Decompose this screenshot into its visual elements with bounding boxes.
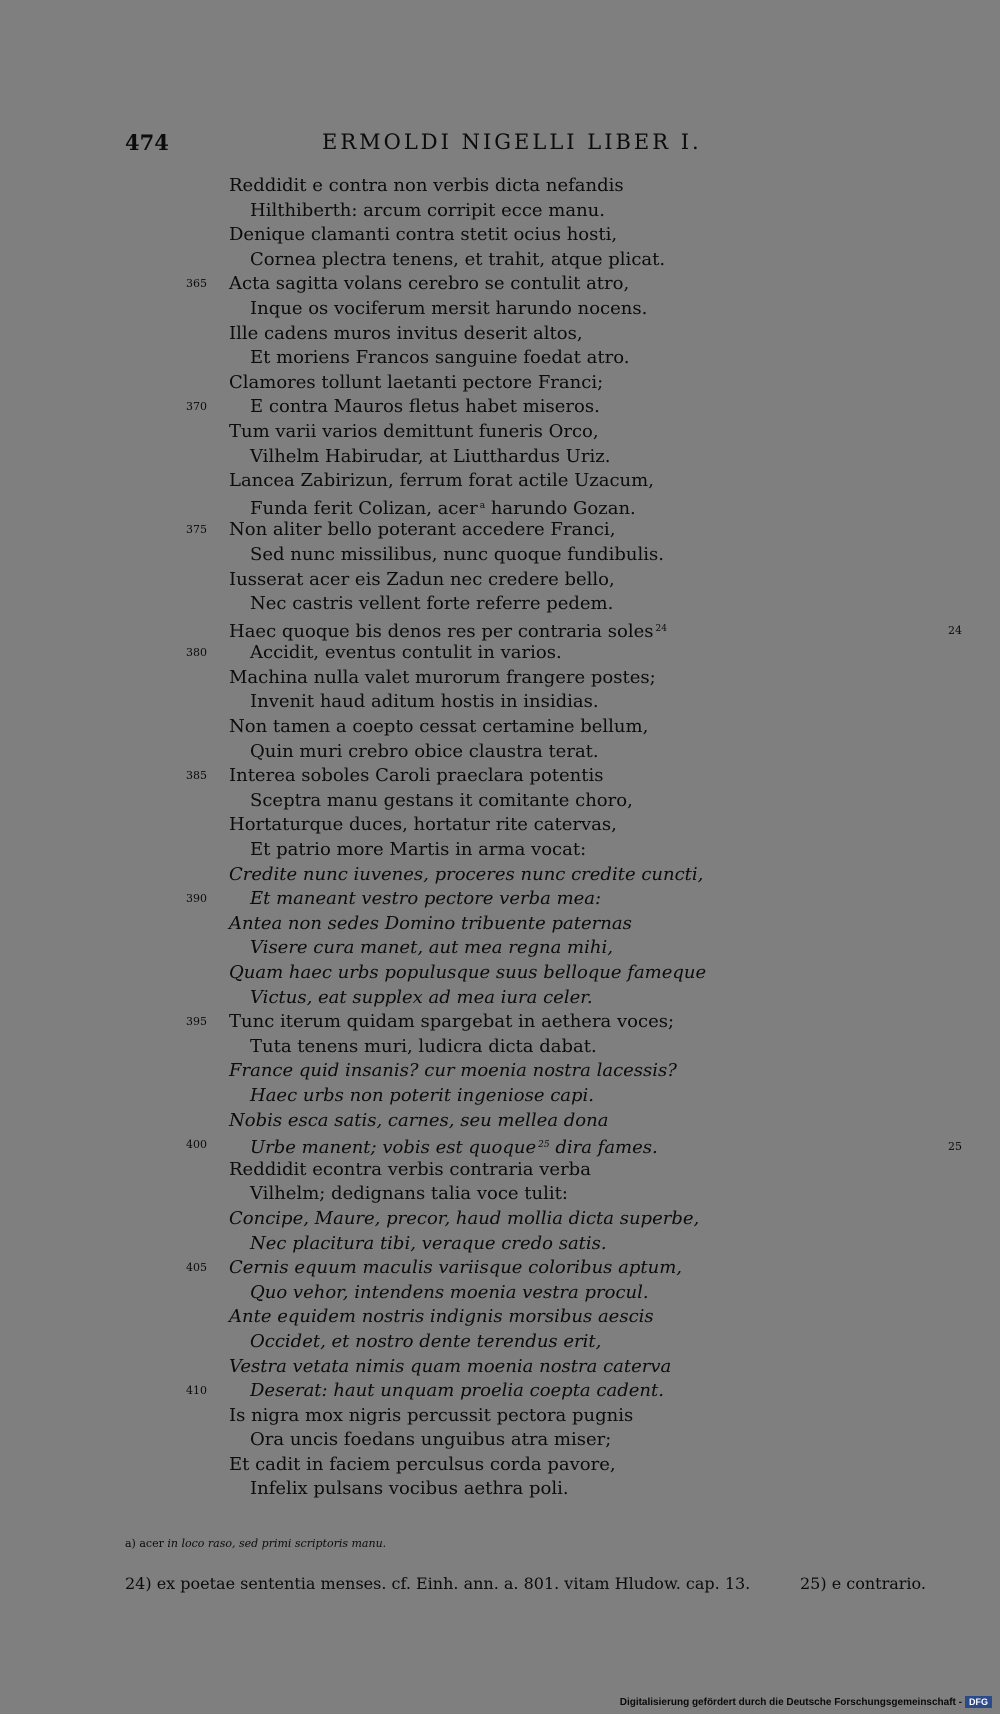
verse-text-part: Quam haec urbs populusque suus belloque fameque (229, 962, 707, 983)
verse-line (0, 223, 1000, 248)
footnote-marker: 24 (655, 623, 667, 634)
verse-text (250, 346, 629, 371)
verse-text-part: Quin muri crebro obice claustra terat. (250, 740, 599, 762)
verse-text (229, 568, 615, 593)
verse-text (229, 1404, 633, 1429)
verse-line (0, 272, 1000, 297)
line-number: 405 (186, 1261, 207, 1275)
footnote-marker: a (479, 500, 486, 511)
verse-text-part: Ora uncis foedans unguibus atra miser; (250, 1429, 612, 1451)
verse-text (250, 445, 610, 470)
verse-text-part: Antea non sedes Domino tribuente paternas (229, 912, 632, 934)
verse-text (229, 617, 667, 645)
verse-text (229, 1305, 654, 1330)
verse-line (0, 1281, 1000, 1306)
verse-text-part: Haec urbs non poterit ingeniose capi. (250, 1084, 595, 1106)
verse-text (229, 813, 617, 838)
verse-text-part: Hilthiberth: arcum corripit ecce manu. (250, 199, 605, 221)
verse-text-part: Non tamen a coepto cessat certamine bellum, (229, 716, 649, 738)
line-number: 390 (186, 892, 207, 906)
verse-text (250, 395, 600, 420)
verse-text (250, 986, 593, 1011)
footnote-a-text: in loco raso, sed primi scriptoris manu. (167, 1537, 387, 1550)
verse-line (0, 789, 1000, 814)
verse-line (0, 1477, 1000, 1502)
verse-line (0, 543, 1000, 568)
verse-text-part: Invenit haud aditum hostis in insidias. (250, 691, 599, 713)
verse-text (250, 199, 605, 224)
footnote-25: 25) e contrario. (800, 1574, 926, 1593)
verse-line (0, 592, 1000, 617)
verse-line (0, 518, 1000, 543)
verse-line (0, 912, 1000, 937)
verse-line (0, 986, 1000, 1011)
verse-line (0, 887, 1000, 912)
verse-line (0, 248, 1000, 273)
verse-line (0, 1010, 1000, 1035)
verse-text-part: E contra Mauros fletus habet miseros. (250, 396, 600, 418)
verse-text (229, 715, 648, 740)
verse-text-part: harundo Gozan. (485, 497, 636, 519)
verse-text-part: Reddidit econtra verbis contraria verba (229, 1158, 591, 1180)
verse-text (250, 297, 647, 322)
verse-text (229, 1207, 699, 1232)
verse-line (0, 1355, 1000, 1380)
verse-text-part: Funda ferit Colizan, acer (250, 497, 478, 519)
verse-text (250, 543, 664, 568)
verse-text-part: Et moriens Francos sanguine foedat atro. (250, 347, 630, 369)
verse-text-part: Is nigra mox nigris percussit pectora pugnis (229, 1404, 634, 1426)
digitization-credit (620, 1696, 992, 1708)
verse-line (0, 420, 1000, 445)
running-head: ERMOLDI NIGELLI LIBER I. (322, 130, 702, 154)
verse-text (250, 248, 665, 273)
line-number: 370 (186, 400, 207, 414)
verse-line (0, 395, 1000, 420)
verse-line (0, 1404, 1000, 1429)
verse-text-part: Nec castris vellent forte referre pedem. (250, 593, 614, 615)
verse-text (229, 223, 617, 248)
verse-text-part: Cornea plectra tenens, et trahit, atque plicat. (250, 248, 666, 270)
verse-text-part: Nobis esca satis, carnes, seu mellea dona (229, 1109, 609, 1131)
verse-text (229, 272, 629, 297)
verse-text-part: Et maneant vestro pectore verba mea: (250, 888, 602, 910)
verse-text-part: dira fames. (549, 1137, 658, 1159)
footnote-24: 24) ex poetae sententia menses. cf. Einh. ann. a. 801. vitam Hludow. cap. 13. (125, 1574, 751, 1593)
verse-line (0, 1207, 1000, 1232)
verse-text (250, 1428, 611, 1453)
verse-text (229, 1158, 591, 1183)
verse-text-part: Cernis equum maculis variisque coloribus aptum, (229, 1257, 682, 1279)
line-number: 385 (186, 769, 207, 783)
verse-text (229, 863, 703, 888)
verse-text-part: Interea soboles Caroli praeclara potentis (229, 765, 604, 787)
verse-line (0, 1232, 1000, 1257)
verse-text (250, 838, 586, 863)
verse-line (0, 371, 1000, 396)
verse-text (250, 1035, 597, 1060)
verse-line (0, 1035, 1000, 1060)
verse-line (0, 961, 1000, 986)
verse-text (229, 1256, 682, 1281)
verse-text-part: Credite nunc iuvenes, proceres nunc credite cuncti, (229, 863, 704, 885)
verse-text-part: Infelix pulsans vocibus aethra poli. (250, 1478, 569, 1500)
poem-body (0, 174, 1000, 1502)
verse-text (250, 690, 599, 715)
verse-line (0, 813, 1000, 838)
verse-line (0, 715, 1000, 740)
verse-text-part: Denique clamanti contra stetit ocius hosti, (229, 224, 618, 246)
verse-line (0, 494, 1000, 519)
verse-text (229, 1355, 671, 1380)
verse-text (250, 936, 613, 961)
verse-text-part: Vilhelm Habirudar, at Liutthardus Uriz. (250, 445, 611, 467)
verse-text-part: Inque os vociferum mersit harundo nocens. (250, 297, 648, 319)
verse-line (0, 838, 1000, 863)
verse-text-part: Acta sagitta volans cerebro se contulit atro, (229, 273, 630, 295)
verse-text (250, 1182, 568, 1207)
verse-text-part: Reddidit e contra non verbis dicta nefandis (229, 175, 624, 196)
verse-text (250, 887, 601, 912)
verse-text-part: Clamores tollunt laetanti pectore Franci; (229, 371, 604, 393)
verse-line (0, 1109, 1000, 1134)
verse-line (0, 1330, 1000, 1355)
line-number: 380 (186, 646, 207, 660)
verse-text (229, 666, 656, 691)
verse-text-part: Et cadit in faciem perculsus corda pavore, (229, 1453, 616, 1475)
verse-text-part: Machina nulla valet murorum frangere postes; (229, 666, 656, 688)
verse-line (0, 297, 1000, 322)
verse-line (0, 1379, 1000, 1404)
dfg-logo: DFG (965, 1696, 992, 1708)
verse-text (229, 1059, 677, 1084)
verse-line (0, 322, 1000, 347)
verse-line (0, 1305, 1000, 1330)
verse-text-part: Hortaturque duces, hortatur rite catervas, (229, 814, 617, 836)
verse-text-part: Urbe manent; vobis est quoque (250, 1137, 537, 1159)
verse-text (229, 961, 706, 986)
verse-text-part: Et patrio more Martis in arma vocat: (250, 839, 587, 861)
verse-line (0, 469, 1000, 494)
verse-text-part: Victus, eat supplex ad mea iura celer. (250, 986, 593, 1008)
verse-text-part: Tuta tenens muri, ludicra dicta dabat. (250, 1035, 597, 1057)
verse-line (0, 740, 1000, 765)
verse-text (250, 1330, 601, 1355)
verse-text-part: Nec placitura tibi, veraque credo satis. (250, 1232, 607, 1254)
verse-line (0, 1428, 1000, 1453)
verse-text (250, 592, 613, 617)
footnote-a-label: a) (125, 1537, 136, 1550)
verse-line (0, 568, 1000, 593)
verse-text (229, 518, 615, 543)
verse-line (0, 1453, 1000, 1478)
verse-line (0, 764, 1000, 789)
verse-line (0, 445, 1000, 470)
verse-text-part: Iusserat acer eis Zadun nec credere bello, (229, 568, 615, 590)
verse-line (0, 199, 1000, 224)
footnote-a-word: acer (139, 1537, 164, 1550)
verse-text (229, 1453, 616, 1478)
verse-text-part: France quid insanis? cur moenia nostra lacessis? (229, 1060, 677, 1082)
verse-text-part: Haec quoque bis denos res per contraria soles (229, 620, 654, 642)
verse-line (0, 174, 1000, 199)
page-number: 474 (125, 130, 169, 155)
verse-line (0, 1059, 1000, 1084)
line-number: 375 (186, 523, 207, 537)
verse-line (0, 1182, 1000, 1207)
verse-text (250, 789, 633, 814)
verse-text (250, 494, 636, 522)
verse-text (250, 1379, 664, 1404)
verse-line (0, 863, 1000, 888)
verse-text-part: Occidet, et nostro dente terendus erit, (250, 1330, 602, 1352)
margin-note: 24 (948, 623, 962, 637)
verse-line (0, 617, 1000, 642)
verse-text (229, 174, 624, 199)
margin-note: 25 (948, 1140, 962, 1154)
verse-line (0, 1158, 1000, 1183)
verse-text-part: Accidit, eventus contulit in varios. (250, 642, 562, 664)
verse-text (229, 420, 599, 445)
verse-text (229, 1010, 674, 1035)
verse-line (0, 346, 1000, 371)
verse-text-part: Lancea Zabirizun, ferrum forat actile Uzacum, (229, 470, 654, 492)
line-number: 395 (186, 1015, 207, 1029)
line-number: 365 (186, 277, 207, 291)
verse-text (250, 641, 562, 666)
line-number: 400 (186, 1138, 207, 1152)
verse-text-part: Vilhelm; dedignans talia voce tulit: (250, 1183, 568, 1205)
verse-text-part: Ille cadens muros invitus deserit altos, (229, 322, 583, 344)
footnote-marker: 25 (538, 1140, 550, 1151)
verse-line (0, 1256, 1000, 1281)
verse-line (0, 1133, 1000, 1158)
verse-line (0, 1084, 1000, 1109)
verse-text-part: Tunc iterum quidam spargebat in aethera voces; (229, 1011, 675, 1033)
verse-text-part: Deserat: haut unquam proelia coepta cadent. (250, 1380, 664, 1402)
verse-text (229, 469, 654, 494)
line-number: 410 (186, 1384, 207, 1398)
verse-text-part: Quo vehor, intendens moenia vestra procul. (250, 1281, 649, 1303)
verse-text-part: Sceptra manu gestans it comitante choro, (250, 789, 633, 811)
verse-text-part: Concipe, Maure, precor, haud mollia dicta superbe, (229, 1207, 700, 1229)
verse-text-part: Visere cura manet, aut mea regna mihi, (250, 937, 613, 959)
verse-text-part: Tum varii varios demittunt funeris Orco, (229, 420, 599, 442)
verse-text (229, 764, 603, 789)
verse-text (250, 1232, 607, 1257)
verse-text (250, 1084, 594, 1109)
verse-line (0, 936, 1000, 961)
verse-text-part: Vestra vetata nimis quam moenia nostra caterva (229, 1355, 672, 1377)
verse-text (229, 322, 583, 347)
footnote-a (125, 1537, 386, 1550)
verse-line (0, 641, 1000, 666)
verse-text (229, 912, 632, 937)
verse-text (229, 371, 603, 396)
verse-text (250, 1281, 649, 1306)
verse-text (229, 1109, 608, 1134)
verse-text-part: Sed nunc missilibus, nunc quoque fundibulis. (250, 543, 664, 565)
verse-line (0, 666, 1000, 691)
verse-line (0, 690, 1000, 715)
verse-text (250, 1133, 658, 1161)
verse-text-part: Non aliter bello poterant accedere Franci, (229, 519, 616, 541)
verse-text (250, 740, 599, 765)
verse-text-part: Ante equidem nostris indignis morsibus aescis (229, 1306, 654, 1328)
verse-text (250, 1477, 569, 1502)
digitization-text: Digitalisierung gefördert durch die Deutsche Forschungsgemeinschaft - (619, 1696, 962, 1708)
